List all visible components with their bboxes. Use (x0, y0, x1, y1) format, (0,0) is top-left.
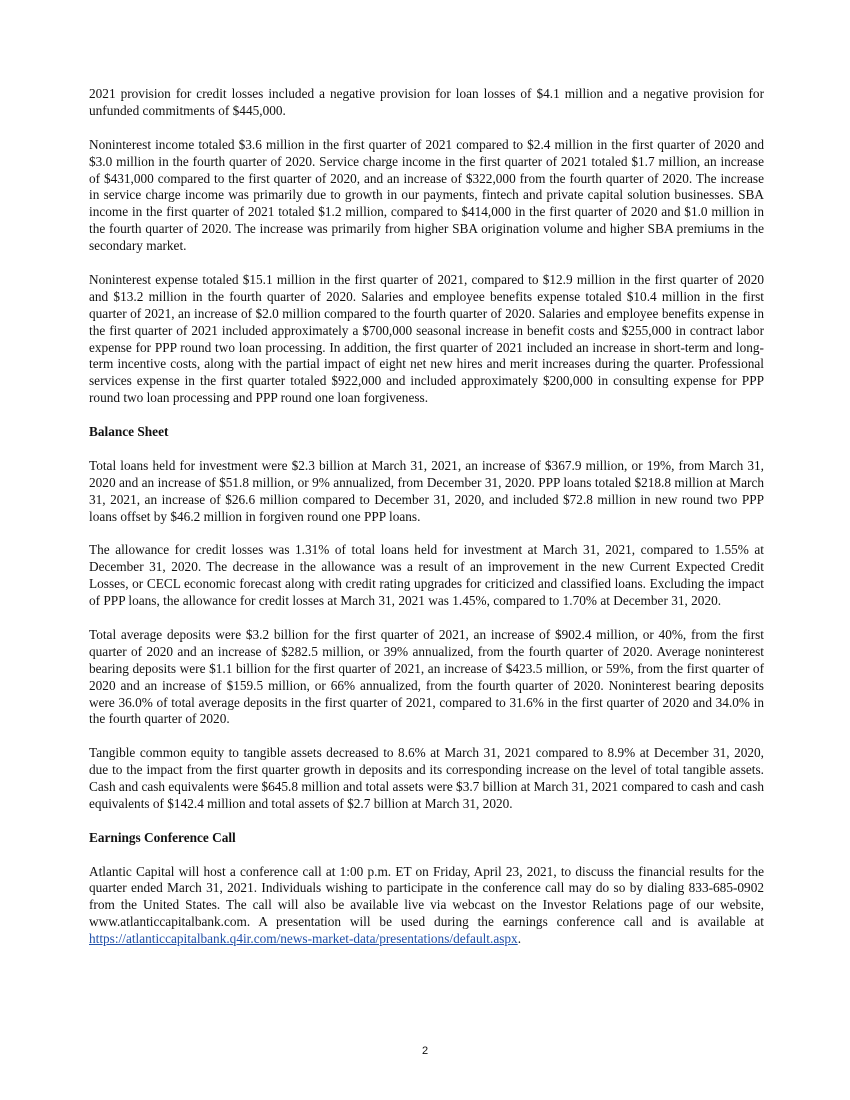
paragraph-noninterest-income: Noninterest income totaled $3.6 million in the first quarter of 2021 compared to $2.4 million in the first quarter of 2020 and $3.0 million in the fourth quarter of 2020. Service charge income in the first quarter of 2021 totaled $1.7 million, an increase of $431,000 compared to the first quarter of 2020, and an increase of $322,000 from the fourth quarter of 2020. The increase in service charge income was primarily due to growth in our payments, fintech and private capital solution businesses. SBA income in the first quarter of 2021 totaled $1.2 million, compared to $414,000 in the first quarter of 2020 and $1.0 million in the fourth quarter of 2020. The increase was primarily from higher SBA origination volume and higher SBA premiums in the secondary market. (89, 136, 764, 254)
paragraph-noninterest-expense: Noninterest expense totaled $15.1 million in the first quarter of 2021, compared to $12.9 million in the first quarter of 2020 and $13.2 million in the fourth quarter of 2020. Salaries and employee benefits expense totaled $10.4 million in the first quarter of 2021, an increase of $2.0 million compared to the fourth quarter of 2020. Salaries and employee benefits expense in the first quarter of 2021 included approximately a $700,000 seasonal increase in benefit costs and $255,000 in contract labor expense for PPP round two loan processing. In addition, the first quarter of 2021 included an increase in short-term and long-term incentive costs, along with the partial impact of eight net new hires and merit increases during the quarter. Professional services expense in the first quarter totaled $922,000 and included approximately $200,000 in consulting expense for PPP round two loan processing and PPP round one loan forgiveness. (89, 271, 764, 406)
paragraph-loans: Total loans held for investment were $2.3 billion at March 31, 2021, an increase of $367.9 million, or 19%, from March 31, 2020 and an increase of $51.8 million, or 9% annualized, from December 31, 2020. PPP loans totaled $218.8 million at March 31, 2021, an increase of $26.6 million compared to December 31, 2020, and included $72.8 million in new round two PPP loans offset by $46.2 million in forgiven round one PPP loans. (89, 457, 764, 524)
conference-call-period: . (517, 931, 522, 947)
conference-call-text: Atlantic Capital will host a conference call at 1:00 p.m. ET on Friday, April 23, 2021, to discuss the financial results for the quarter ended March 31, 2021. Individuals wishing to participate in the conference call may do so by dialing 833-685-0902 from the United States. The call will also be available live via webcast on the Investor Relations page of our website, www.atlanticcapitalbank.com. A presentation will be used during the earnings conference call and is available at (89, 863, 764, 930)
document-body (89, 86, 764, 965)
paragraph-deposits: Total average deposits were $3.2 billion for the first quarter of 2021, an increase of $902.4 million, or 40%, from the first quarter of 2020 and an increase of $282.5 million, or 39% annualized, from the fourth quarter of 2020. Average noninterest bearing deposits were $1.1 billion for the first quarter of 2021, an increase of $423.5 million, or 59%, from the first quarter of 2020 and an increase of $159.5 million, or 66% annualized, from the fourth quarter of 2020. Noninterest bearing deposits were 36.0% of total average deposits in the first quarter of 2021, compared to 31.6% in the first quarter of 2020 and 34.0% in the fourth quarter of 2020. (89, 626, 764, 727)
heading-balance-sheet: Balance Sheet (89, 424, 169, 440)
presentations-link[interactable]: https://atlanticcapitalbank.q4ir.com/news-market-data/presentations/default.aspx (89, 931, 518, 947)
paragraph-tangible-equity: Tangible common equity to tangible assets decreased to 8.6% at March 31, 2021 compared to 8.9% at December 31, 2020, due to the impact from the first quarter growth in deposits and its corresponding increase on the level of total tangible assets. Cash and cash equivalents were $645.8 million and total assets were $3.7 billion at March 31, 2021 compared to cash and cash equivalents of $142.4 million and total assets of $2.7 billion at March 31, 2020. (89, 745, 765, 811)
paragraph-allowance: The allowance for credit losses was 1.31% of total loans held for investment at March 31, 2021, compared to 1.55% at December 31, 2020. The decrease in the allowance was a result of an improvement in the new Current Expected Credit Losses, or CECL economic forecast along with credit rating upgrades for criticized and classified loans. Excluding the impact of PPP loans, the allowance for credit losses at March 31, 2021 was 1.45%, compared to 1.70% at December 31, 2020. (89, 542, 764, 609)
paragraph-provision: 2021 provision for credit losses included a negative provision for loan losses of $4.1 million and a negative provision for unfunded commitments of $445,000. (89, 86, 764, 118)
heading-earnings-call: Earnings Conference Call (89, 829, 236, 845)
paragraph-conference-call (89, 864, 764, 949)
page-number: 2 (421, 1045, 429, 1057)
